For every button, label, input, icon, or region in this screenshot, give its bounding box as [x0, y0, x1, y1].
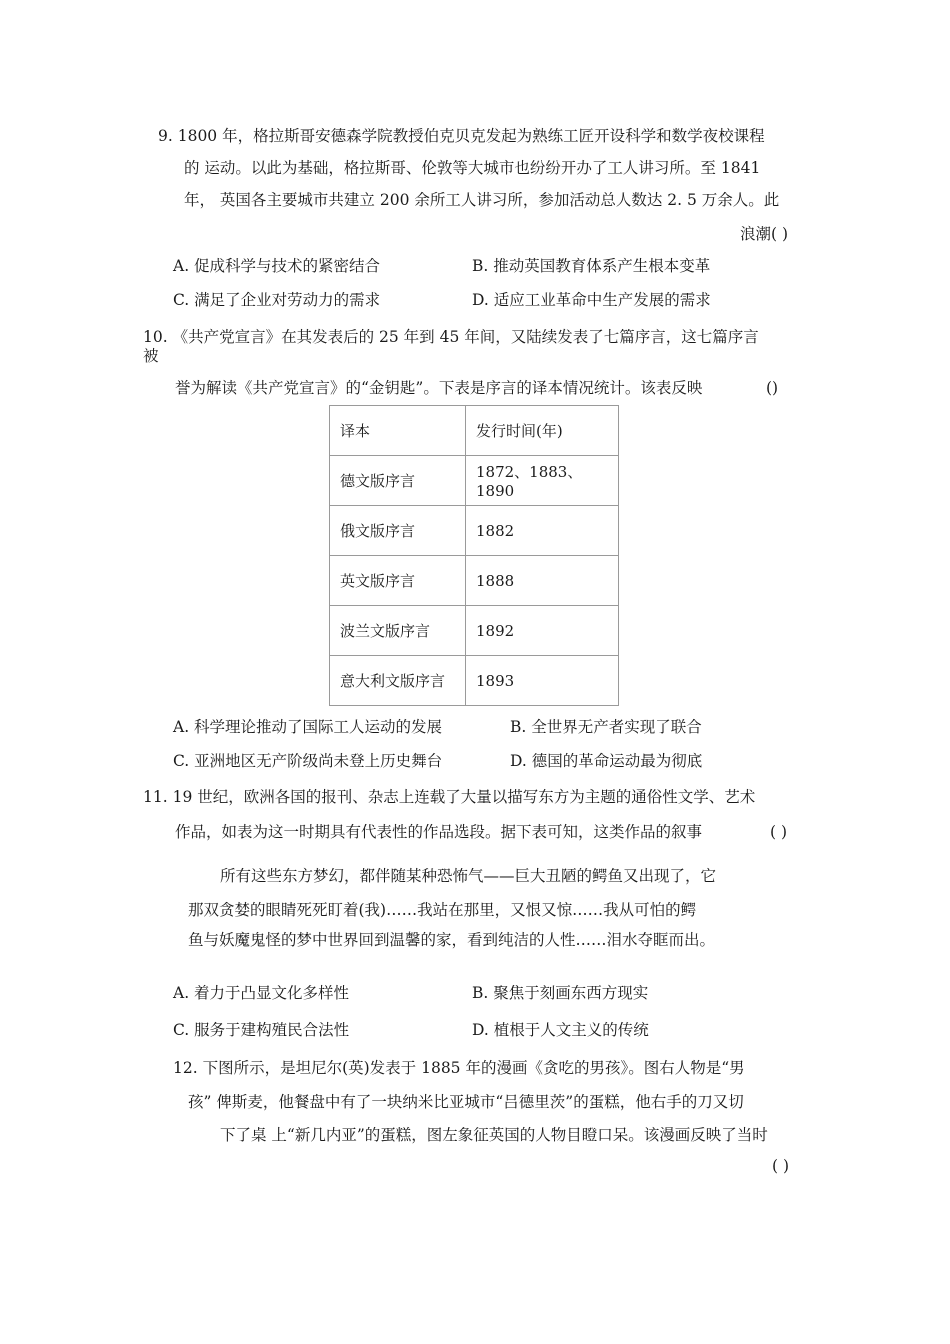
q9-option-b[interactable]: B. 推动英国教育体系产生根本变革 [472, 257, 711, 275]
table-cell-year: 1888 [466, 556, 619, 606]
q11-quote-line-3: 鱼与妖魔鬼怪的梦中世界回到温馨的家，看到纯洁的人性……泪水夺眶而出。 [188, 931, 716, 949]
q12-stem-line-1: 12. 下图所示，是坦尼尔(英)发表于 1885 年的漫画《贪吃的男孩》。图右人物是“男 [173, 1059, 745, 1077]
q12-stem-line-3: 下了桌 上“新几内亚”的蛋糕，图左象征英国的人物目瞪口呆。该漫画反映了当时 [220, 1126, 768, 1144]
table-cell-edition: 德文版序言 [330, 456, 466, 506]
table-cell-year: 1893 [466, 656, 619, 706]
q9-option-a[interactable]: A. 促成科学与技术的紧密结合 [173, 257, 381, 275]
table-row [330, 556, 619, 606]
table-row [330, 656, 619, 706]
q10-option-b[interactable]: B. 全世界无产者实现了联合 [510, 718, 702, 736]
table-header-year: 发行时间(年) [466, 406, 619, 456]
q12-stem-line-2: 孩” 俾斯麦，他餐盘中有了一块纳米比亚城市“吕德里茨”的蛋糕，他右手的刀又切 [188, 1093, 744, 1111]
q10-stem-line-1: 10. 《共产党宣言》在其发表后的 25 年到 45 年间，又陆续发表了七篇序言，这七篇序言 [143, 328, 759, 346]
table-row [330, 606, 619, 656]
q9-stem-line-2: 的 运动。以此为基础，格拉斯哥、伦敦等大城市也纷纷开办了工人讲习所。至 1841 [184, 159, 761, 177]
q11-option-b[interactable]: B. 聚焦于刻画东西方现实 [472, 984, 649, 1002]
q10-option-c[interactable]: C. 亚洲地区无产阶级尚未登上历史舞台 [173, 752, 443, 770]
q11-answer-bracket: ( ) [770, 823, 788, 841]
table-header-edition: 译本 [330, 406, 466, 456]
table-cell-edition: 波兰文版序言 [330, 606, 466, 656]
table-header-row [330, 406, 619, 456]
q10-translation-table [329, 405, 619, 706]
q9-option-c[interactable]: C. 满足了企业对劳动力的需求 [173, 291, 381, 309]
q11-stem-line-2: 作品，如表为这一时期具有代表性的作品选段。据下表可知，这类作品的叙事 [175, 823, 703, 841]
table-row [330, 456, 619, 506]
q9-stem-line-1: 9. 1800 年，格拉斯哥安德森学院教授伯克贝克发起为熟练工匠开设科学和数学夜校课程 [158, 127, 765, 145]
q10-option-d[interactable]: D. 德国的革命运动最为彻底 [510, 752, 703, 770]
table-cell-edition: 英文版序言 [330, 556, 466, 606]
q11-option-c[interactable]: C. 服务于建构殖民合法性 [173, 1021, 350, 1039]
q11-stem-line-1: 11. 19 世纪，欧洲各国的报刊、杂志上连载了大量以描写东方为主题的通俗性文学、艺术 [143, 788, 756, 806]
table-cell-edition: 意大利文版序言 [330, 656, 466, 706]
table-cell-edition: 俄文版序言 [330, 506, 466, 556]
q10-option-a[interactable]: A. 科学理论推动了国际工人运动的发展 [173, 718, 443, 736]
table-cell-year: 1882 [466, 506, 619, 556]
q11-option-d[interactable]: D. 植根于人文主义的传统 [472, 1021, 649, 1039]
q10-stem-line-1b: 被 [143, 347, 159, 365]
q10-answer-bracket: () [766, 379, 779, 397]
q10-stem-line-2: 誉为解读《共产党宣言》的“金钥匙”。下表是序言的译本情况统计。该表反映 [175, 379, 703, 397]
table-cell-year: 1892 [466, 606, 619, 656]
table-cell-year: 1872、1883、1890 [466, 456, 619, 506]
q9-stem-line-3: 年， 英国各主要城市共建立 200 余所工人讲习所，参加活动总人数达 2. 5 万余人。此 [184, 191, 780, 209]
q11-quote-line-2: 那双贪婪的眼睛死死盯着(我)……我站在那里，又恨又惊……我从可怕的鳄 [188, 901, 697, 919]
q12-answer-bracket: ( ) [772, 1157, 790, 1175]
q9-stem-line-4: 浪潮( ) [740, 225, 789, 243]
table-row [330, 506, 619, 556]
q11-quote-line-1: 所有这些东方梦幻，都伴随某种恐怖气——巨大丑陋的鳄鱼又出现了，它 [220, 867, 717, 885]
q11-option-a[interactable]: A. 着力于凸显文化多样性 [173, 984, 350, 1002]
q9-option-d[interactable]: D. 适应工业革命中生产发展的需求 [472, 291, 711, 309]
